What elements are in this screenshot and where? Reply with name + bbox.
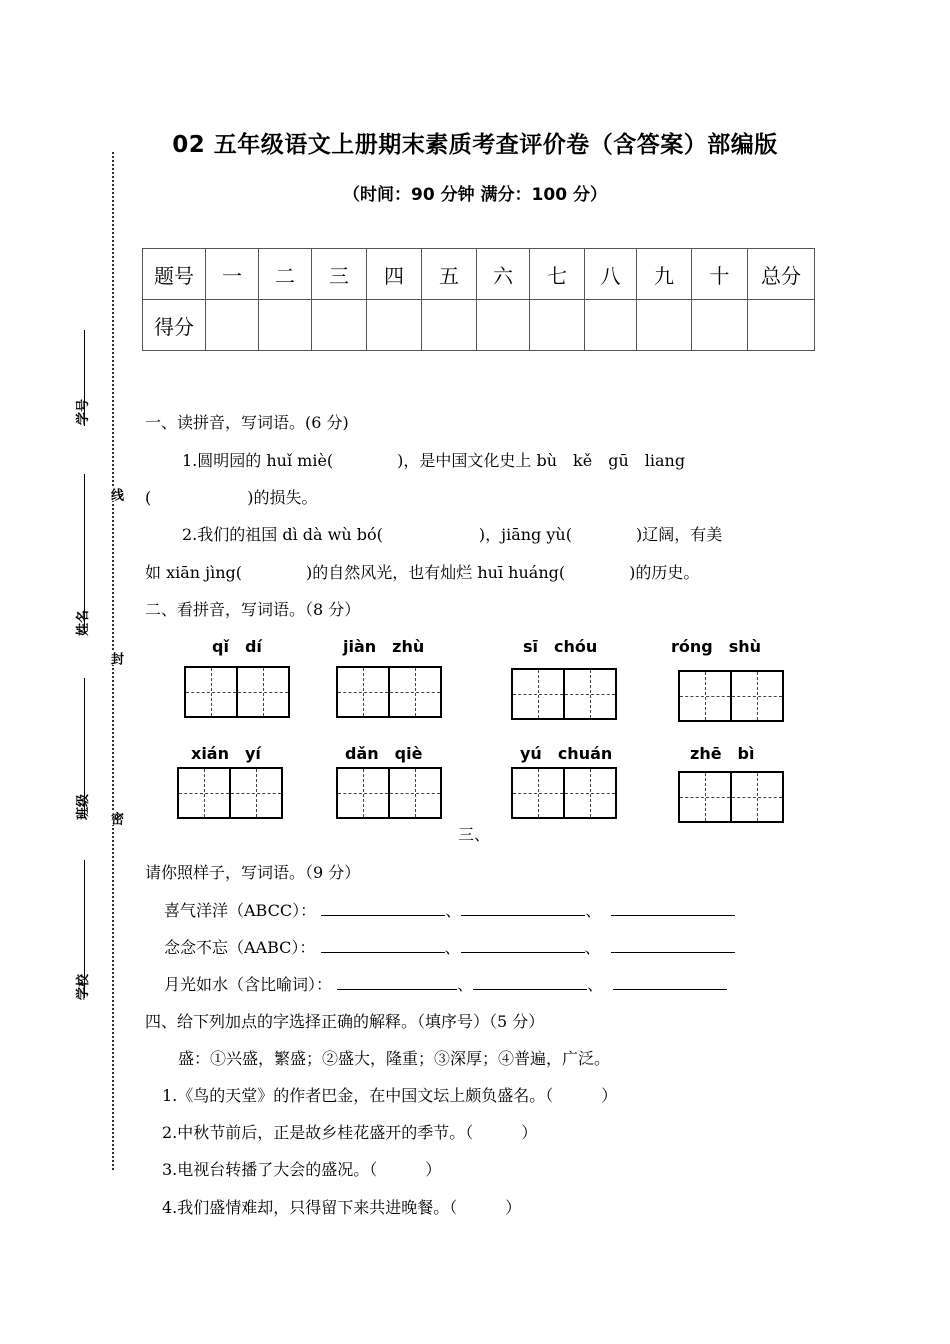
table-cell: 十 xyxy=(692,249,748,300)
question-4-item: 3.电视台转播了大会的盛况。（ ） xyxy=(162,1160,442,1179)
table-cell: 九 xyxy=(637,249,692,300)
question-1-line: 2.我们的祖国 dì dà wù bó( )，jiāng yù( )辽阔，有美 xyxy=(182,525,723,544)
seal-word: 密 xyxy=(108,812,123,825)
answer-blank[interactable] xyxy=(461,938,585,953)
score-input-cell[interactable] xyxy=(477,300,530,351)
separator: 、 xyxy=(457,975,474,994)
separator: 、 xyxy=(584,938,601,957)
question-4-item: 2.中秋节前后，正是故乡桂花盛开的季节。（ ） xyxy=(162,1123,538,1142)
score-input-cell[interactable] xyxy=(367,300,422,351)
pinyin-label: xián yí xyxy=(191,744,261,763)
table-cell: 七 xyxy=(530,249,585,300)
answer-blank[interactable] xyxy=(613,975,727,990)
question-4-heading: 四、给下列加点的字选择正确的解释。（填序号）（5 分） xyxy=(145,1012,545,1031)
name-label: 姓名 xyxy=(76,609,91,636)
table-row xyxy=(143,249,815,300)
table-cell: 得分 xyxy=(143,300,206,351)
question-1-line: ( )的损失。 xyxy=(145,488,318,507)
table-cell: 六 xyxy=(477,249,530,300)
seal-word: 线 xyxy=(108,488,123,501)
table-cell: 总分 xyxy=(748,249,815,300)
table-cell: 八 xyxy=(585,249,637,300)
score-input-cell[interactable] xyxy=(637,300,692,351)
table-row xyxy=(143,300,815,351)
table-cell: 四 xyxy=(367,249,422,300)
separator: 、 xyxy=(585,901,602,920)
separator: 、 xyxy=(444,938,461,957)
table-cell: 三 xyxy=(312,249,367,300)
score-input-cell[interactable] xyxy=(422,300,477,351)
seal-word: 封 xyxy=(108,652,123,665)
table-cell: 题号 xyxy=(143,249,206,300)
pattern-label: 喜气洋洋（ABCC）： xyxy=(164,901,317,920)
pattern-label: 念念不忘（AABC）： xyxy=(164,938,316,957)
definition-line: 盛：①兴盛，繁盛；②盛大，隆重；③深厚；④普遍，广泛。 xyxy=(178,1049,611,1068)
name-field[interactable] xyxy=(84,474,85,634)
question-1-heading: 一、读拼音，写词语。(6 分) xyxy=(145,413,349,432)
pinyin-label: dǎn qiè xyxy=(345,744,423,763)
pinyin-label: jiàn zhù xyxy=(343,637,425,656)
exam-info: （时间：90 分钟 满分：100 分） xyxy=(343,185,607,205)
pinyin-label: sī chóu xyxy=(523,637,598,656)
writing-grid[interactable] xyxy=(678,771,784,823)
score-input-cell[interactable] xyxy=(748,300,815,351)
writing-grid[interactable] xyxy=(336,767,442,819)
score-input-cell[interactable] xyxy=(312,300,367,351)
class-label: 班级 xyxy=(76,793,91,820)
writing-grid[interactable] xyxy=(678,670,784,722)
pinyin-label: yú chuán xyxy=(520,744,613,763)
pattern-label: 月光如水（含比喻词）： xyxy=(164,975,333,994)
writing-grid[interactable] xyxy=(177,767,283,819)
writing-grid[interactable] xyxy=(511,767,617,819)
question-3-line xyxy=(164,972,727,995)
writing-grid[interactable] xyxy=(511,668,617,720)
question-4-item: 1.《鸟的天堂》的作者巴金，在中国文坛上颇负盛名。（ ） xyxy=(162,1086,618,1105)
table-cell: 二 xyxy=(259,249,312,300)
question-3-line xyxy=(164,898,735,921)
separator: 、 xyxy=(445,901,462,920)
score-table xyxy=(142,248,815,351)
pinyin-label: róng shù xyxy=(671,637,762,656)
answer-blank[interactable] xyxy=(321,901,445,916)
score-input-cell[interactable] xyxy=(206,300,259,351)
pinyin-label: qǐ dí xyxy=(212,637,262,656)
question-3-number: 三、 xyxy=(458,825,491,844)
answer-blank[interactable] xyxy=(321,938,445,953)
answer-blank[interactable] xyxy=(611,901,735,916)
student-id-field[interactable] xyxy=(84,330,85,426)
answer-blank[interactable] xyxy=(611,938,735,953)
table-cell: 五 xyxy=(422,249,477,300)
answer-blank[interactable] xyxy=(461,901,585,916)
table-cell: 一 xyxy=(206,249,259,300)
student-id-label: 学号 xyxy=(76,398,91,425)
page-title: 02 五年级语文上册期末素质考查评价卷（含答案）部编版 xyxy=(172,132,778,158)
answer-blank[interactable] xyxy=(473,975,587,990)
writing-grid[interactable] xyxy=(184,666,290,718)
school-label: 学校 xyxy=(76,973,91,1000)
question-4-item: 4.我们盛情难却，只得留下来共进晚餐。（ ） xyxy=(162,1198,522,1217)
score-input-cell[interactable] xyxy=(259,300,312,351)
score-input-cell[interactable] xyxy=(530,300,585,351)
question-2-heading: 二、看拼音，写词语。（8 分） xyxy=(145,600,361,619)
question-3-heading: 请你照样子，写词语。（9 分） xyxy=(145,863,361,882)
answer-blank[interactable] xyxy=(337,975,457,990)
question-3-line xyxy=(164,935,735,958)
school-field[interactable] xyxy=(84,860,85,998)
score-input-cell[interactable] xyxy=(585,300,637,351)
class-field[interactable] xyxy=(84,678,85,818)
writing-grid[interactable] xyxy=(336,666,442,718)
score-input-cell[interactable] xyxy=(692,300,748,351)
pinyin-label: zhē bì xyxy=(690,744,755,763)
question-1-line: 1.圆明园的 huǐ miè( )，是中国文化史上 bù kě gū liang xyxy=(182,451,686,470)
separator: 、 xyxy=(587,975,604,994)
question-1-line: 如 xiān jìng( )的自然风光，也有灿烂 huī huáng( )的历史。 xyxy=(145,563,700,582)
